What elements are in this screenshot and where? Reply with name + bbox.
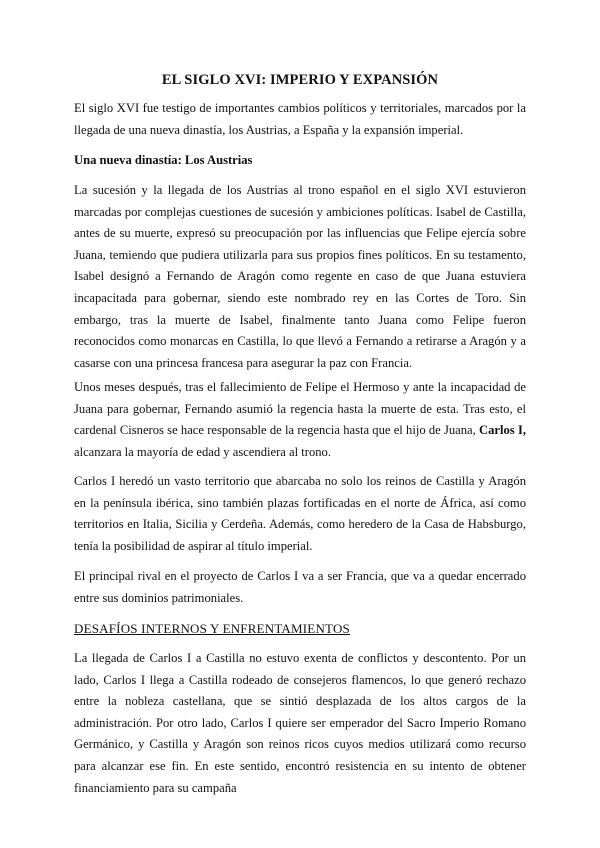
paragraph-rival: El principal rival en el proyecto de Carlos I va a ser Francia, que va a quedar encerrado entre sus dominios patrimoniales. <box>74 569 526 605</box>
para-4-block <box>74 566 526 609</box>
paragraph-conflicts: La llegada de Carlos I a Castilla no estuvo exenta de conflictos y descontento. Por un lado, Carlos I llega a Castilla rodeado de consejeros flamencos, lo que generó rechazo entre la nobleza castellana, que se sintió desplazada de los altos cargos de la administración. Por otro lado, Carlos I quiere ser emperador del Sacro Imperio Romano Germánico, y Castilla y Aragón son reinos ricos cuyos medios utilizará como recurso para alcanzar ese fin. En este sentido, encontró resistencia en su intento de obtener financiamiento para su campaña <box>74 651 526 795</box>
intro-block <box>74 98 526 141</box>
paragraph-regency-text-2: alcanzara la mayoría de edad y ascendiera al trono. <box>74 444 331 459</box>
paragraph-succession: La sucesión y la llegada de los Austrias al trono español en el siglo XVI estuvieron marcadas por complejas cuestiones de sucesión y ambiciones políticas. Isabel de Castilla, antes de su muerte, expresó su preocupación por las influencias que Felipe ejercía sobre Juana, temiendo que pudiera utilizarla para sus propios fines políticos. En su testamento, Isabel designó a Fernando de Aragón como regente en caso de que Juana estuviera incapacitada para gobernar, siendo este nombrado rey en las Cortes de Toro. Sin embargo, tras la muerte de Isabel, finalmente tanto Juana como Felipe fueron reconocidos como monarcas en Castilla, lo que llevó a Fernando a retirarse a Aragón y a casarse con una princesa francesa para asegurar la paz con Francia. <box>74 183 526 370</box>
paragraph-regency-text-1: Unos meses después, tras el fallecimiento de Felipe el Hermoso y ante la incapacidad de Juana para gobernar, Fernando asumió la regencia hasta la muerte de esta. Tras esto, el cardenal Cisneros se hace responsable de la regencia hasta que el hijo de Juana, <box>74 380 526 438</box>
page-title: EL SIGLO XVI: IMPERIO Y EXPANSIÓN <box>161 72 439 88</box>
para-1-block <box>74 180 526 374</box>
paragraph-territories: Carlos I heredó un vasto territorio que abarcaba no solo los reinos de Castilla y Aragón en la península ibérica, sino también plazas fortificadas en el norte de África, así como territorios en Italia, Sicilia y Cerdeña. Además, como heredero de la Casa de Habsburgo, tenía la posibilidad de aspirar al título imperial. <box>74 474 526 553</box>
para-5-block <box>74 648 526 799</box>
carlos-i-bold: Carlos I, <box>479 423 526 438</box>
paragraph-regency <box>74 377 526 463</box>
para-3-block <box>74 471 526 557</box>
subheading-block <box>74 150 526 172</box>
para-2-block <box>74 377 526 463</box>
section-heading-block <box>74 618 526 640</box>
subheading-austrias: Una nueva dinastía: Los Austrias <box>74 153 253 167</box>
intro-paragraph: El siglo XVI fue testigo de importantes cambios políticos y territoriales, marcados por la llegada de una nueva dinastía, los Austrias, a España y la expansión imperial. <box>74 101 526 137</box>
section-heading: DESAFÍOS INTERNOS Y ENFRENTAMIENTOS <box>74 621 350 636</box>
